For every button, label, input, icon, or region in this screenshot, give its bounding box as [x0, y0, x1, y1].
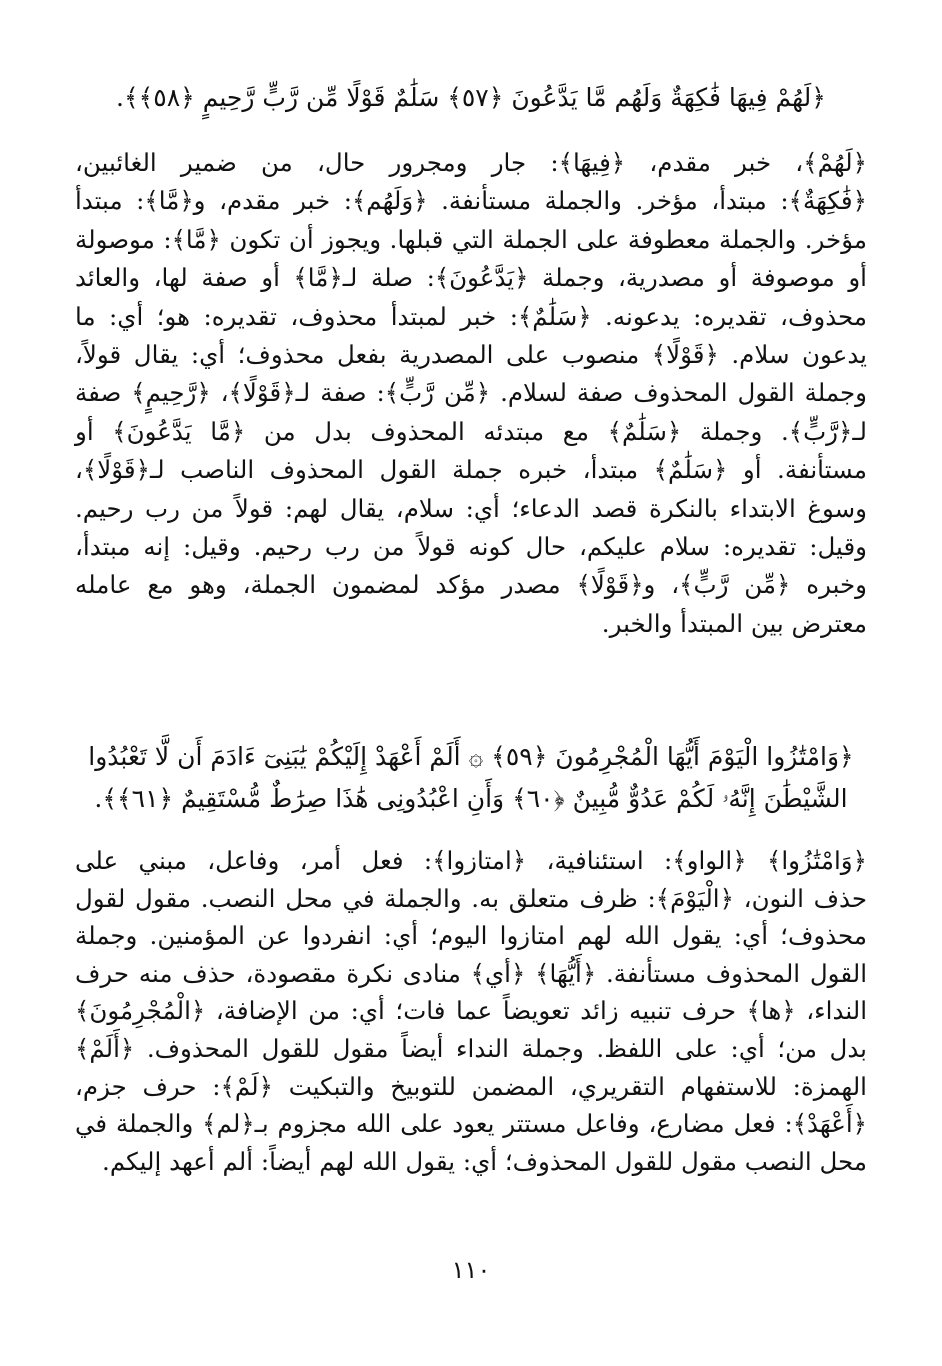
commentary-line: بدل من؛ أي: على اللفظ. وجملة النداء أيضاً مقول للقول المحذوف. ﴿أَلَمْ﴾ [75, 1033, 867, 1063]
commentary-line: ﴿لَهُمْ﴾، خبر مقدم، ﴿فِيهَا﴾: جار ومجرور حال، من ضمير الغائبين، [75, 148, 867, 177]
verse-line: الشَّيْطَٰنَ إِنَّهُۥ لَكُمْ عَدُوٌّ مُّبِينٌ ﴿٦٠﴾ وَأَنِ اعْبُدُونِى هَٰذَا صِرَٰطٌ مُّسْتَقِيمٌ ﴿٦١﴾﴾. [94, 784, 848, 813]
commentary-line: النداء، ﴿ها﴾ حرف تنبيه زائد تعويضاً عما فات؛ أي: من الإضافة، ﴿الْمُجْرِمُونَ﴾ [75, 996, 867, 1026]
commentary-line: محذوف، تقديره: يدعونه. ﴿سَلَٰمٌ﴾: خبر لمبتدأ محذوف، تقديره: هو؛ أي: ما [75, 301, 867, 331]
commentary-paragraph-2 [75, 842, 867, 1180]
commentary-line: ﴿وَامْتَٰزُوا﴾ ﴿الواو﴾: استئنافية، ﴿امتازوا﴾: فعل أمر، وفاعل، مبني على [75, 846, 867, 875]
commentary-paragraph-1 [75, 144, 867, 643]
commentary-line: الهمزة: للاستفهام التقريري، المضمن للتوبيخ والتبكيت ﴿لَمْ﴾: حرف جزم، [75, 1071, 867, 1101]
commentary-line: معترض بين المبتدأ والخبر. [601, 608, 867, 638]
page-number: ١١٠ [451, 1256, 491, 1284]
commentary-line: يدعون سلام. ﴿قَوْلًا﴾ منصوب على المصدرية بفعل محذوف؛ أي: يقال قولاً، [75, 340, 867, 370]
commentary-line: وقيل: تقديره: سلام عليكم، حال كونه قولاً من رب رحيم. وقيل: إنه مبتدأ، [75, 532, 867, 562]
commentary-line: وخبره ﴿مِّن رَّبٍّ﴾، و﴿قَوْلًا﴾ مصدر مؤكد لمضمون الجملة، وهو مع عامله [75, 570, 867, 600]
commentary-line: وسوغ الابتداء بالنكرة قصد الدعاء؛ أي: سلام، يقال لهم: قولاً من رب رحيم. [75, 493, 867, 523]
commentary-line: محل النصب مقول للقول المحذوف؛ أي: يقول الله لهم أيضاً: ألم أعهد إليكم. [102, 1146, 867, 1176]
commentary-line: لـ﴿رَّبٍّ﴾. وجملة ﴿سَلَٰمٌ﴾ مع مبتدئه المحذوف بدل من ﴿مَّا يَدَّعُونَ﴾ أو [75, 416, 867, 446]
commentary-line: مستأنفة. أو ﴿سَلَٰمٌ﴾ مبتدأ، خبره جملة القول المحذوف الناصب لـ﴿قَوْلًا﴾، [75, 455, 867, 485]
commentary-line: أو موصوفة أو مصدرية، وجملة ﴿يَدَّعُونَ﴾: صلة لـ﴿مَّا﴾ أو صفة لها، والعائد [75, 263, 867, 293]
commentary-line: القول المحذوف مستأنفة. ﴿أَيُّهَا﴾ ﴿أي﴾ منادى نكرة مقصودة، حذف منه حرف [75, 958, 867, 988]
quran-verse-59-61 [75, 736, 867, 820]
commentary-line: مؤخر. والجملة معطوفة على الجملة التي قبلها. ويجوز أن تكون ﴿مَّا﴾: موصولة [75, 224, 867, 254]
quran-verse-57-58 [75, 78, 867, 118]
commentary-line: محذوف؛ أي: يقول الله لهم امتازوا اليوم؛ أي: انفردوا عن المؤمنين. وجملة [75, 921, 867, 951]
verse-line: ﴿لَهُمْ فِيهَا فَٰكِهَةٌ وَلَهُم مَّا يَدَّعُونَ ﴿٥٧﴾ سَلَٰمٌ قَوْلًا مِّن رَّبٍّ رَّحِيمٍ ﴿٥٨﴾﴾. [116, 83, 826, 112]
commentary-line: ﴿أَعْهَدْ﴾: فعل مضارع، وفاعل مستتر يعود على الله مجزوم بـ﴿لم﴾ والجملة في [75, 1109, 867, 1139]
commentary-line: ﴿فَٰكِهَةٌ﴾: مبتدأ، مؤخر. والجملة مستأنفة. ﴿وَلَهُم﴾: خبر مقدم، و﴿مَّا﴾: مبتدأ [75, 186, 867, 216]
commentary-line: وجملة القول المحذوف صفة لسلام. ﴿مِّن رَّبٍّ﴾: صفة لـ﴿قَوْلًا﴾، ﴿رَّحِيمٍ﴾ صفة [75, 378, 867, 408]
verse-line: ﴿وَامْتَٰزُوا الْيَوْمَ أَيُّهَا الْمُجْرِمُونَ ﴿٥٩﴾ ۞ أَلَمْ أَعْهَدْ إِلَيْكُمْ يَٰبَنِىٓ ءَادَمَ أَن لَّا تَعْبُدُوا [88, 742, 854, 771]
commentary-line: حذف النون، ﴿الْيَوْمَ﴾: ظرف متعلق به. والجملة في محل النصب. مقول لقول [75, 883, 867, 913]
